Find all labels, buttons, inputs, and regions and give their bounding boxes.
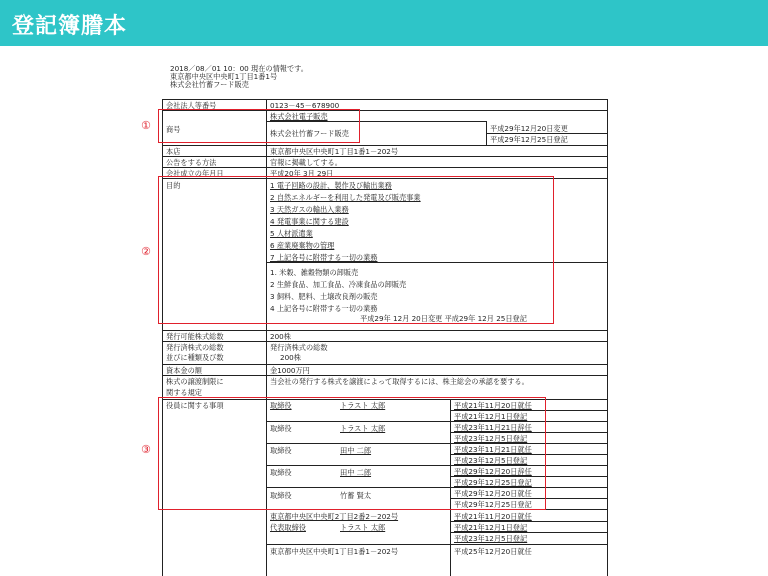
annotation-box-2	[158, 176, 554, 324]
officer-name: トラスト 太郎	[340, 401, 386, 410]
authorized-shares-value: 200株	[270, 332, 291, 341]
annotation-marker-1: ①	[141, 119, 151, 132]
purpose-old-item: 5 人材派遣業	[270, 229, 313, 238]
founded-label: 会社成立の年月日	[166, 169, 224, 178]
issued-shares-value-1: 発行済株式の総数	[270, 343, 328, 352]
notice-method-value: 官報に掲載してする。	[270, 158, 342, 167]
founded-value: 平成20年 3月 29日	[270, 169, 334, 178]
purpose-old-item: 1 電子回路の設計、製作及び輸出業務	[270, 181, 392, 190]
notice-method-label: 公告をする方法	[166, 158, 217, 167]
officer-role: 取締役	[270, 491, 292, 500]
company-id-label: 会社法人等番号	[166, 101, 217, 110]
officer-date: 平成29年12月25日登記	[454, 500, 532, 509]
officer-date: 平成21年12月1日登記	[454, 412, 528, 421]
preamble-line-3: 株式会社竹蓄フード販売	[170, 80, 249, 89]
issued-shares-label-2: 並びに種類及び数	[166, 353, 224, 362]
purpose-old-item: 6 産業廃棄物の管理	[270, 241, 335, 250]
head-office-label: 本店	[166, 147, 181, 156]
officer-role: 取締役	[270, 401, 292, 410]
officer-date: 平成23年12月5日登記	[454, 434, 528, 443]
trade-name-old: 株式会社電子販売	[270, 112, 328, 121]
rep-date: 平成25年12月20日就任	[454, 547, 532, 556]
purpose-change-date: 平成29年 12月 20日変更 平成29年 12月 25日登記	[360, 314, 527, 323]
officer-date: 平成29年12月25日登記	[454, 478, 532, 487]
officer-date: 平成29年12月20日辞任	[454, 467, 532, 476]
transfer-restriction-label-2: 関する規定	[166, 388, 202, 397]
rep-role: 代表取締役	[270, 523, 306, 532]
capital-label: 資本金の額	[166, 366, 202, 375]
officer-date: 平成23年12月5日登記	[454, 456, 528, 465]
trade-name-new: 株式会社竹蓄フード販売	[270, 129, 349, 138]
rep-date: 平成21年12月1日登記	[454, 523, 528, 532]
preamble-line-2: 東京都中央区中央町1丁目1番1号	[170, 72, 278, 81]
preamble-line-1: 2018／08／01 10：00 現在の情報です。	[170, 64, 308, 73]
purpose-new-item: 1. 米穀、雑穀物類の卸販売	[270, 268, 359, 277]
annotation-marker-2: ②	[141, 245, 151, 258]
purpose-old-item: 7 上記各号に附帯する一切の業務	[270, 253, 378, 262]
annotation-box-1	[158, 109, 360, 143]
authorized-shares-label: 発行可能株式総数	[166, 332, 224, 341]
officer-role: 取締役	[270, 468, 292, 477]
officers-label: 役員に関する事項	[166, 401, 224, 410]
officer-date: 平成23年11月21日辞任	[454, 423, 532, 432]
page-title: 登記簿謄本	[12, 14, 128, 39]
company-id-value: 0123－45－678900	[270, 101, 340, 110]
purpose-new-item: 3 飼料、肥料、土壌改良剤の販売	[270, 292, 378, 301]
officer-role: 取締役	[270, 446, 292, 455]
rep-address-new: 東京都中央区中央町1丁目1番1－202号	[270, 547, 399, 556]
trade-name-label: 商号	[166, 125, 181, 134]
officer-name: 田中 二郎	[340, 446, 372, 455]
officer-name: 田中 二郎	[340, 468, 372, 477]
purpose-old-item: 2 自然エネルギーを利用した発電及び販売事業	[270, 193, 421, 202]
transfer-restriction-label-1: 株式の譲渡制限に	[166, 377, 224, 386]
rep-date: 平成21年11月20日就任	[454, 512, 532, 521]
capital-value: 金1000万円	[270, 366, 310, 375]
purpose-new-item: 4 上記各号に附帯する一切の業務	[270, 304, 378, 313]
officer-date: 平成23年11月21日就任	[454, 445, 532, 454]
officer-date: 平成21年11月20日就任	[454, 401, 532, 410]
annotation-marker-3: ③	[141, 443, 151, 456]
issued-shares-label-1: 発行済株式の総数	[166, 343, 224, 352]
trade-name-change-date: 平成29年12月20日変更	[490, 124, 568, 133]
transfer-restriction-value: 当会社の発行する株式を譲渡によって取得するには、株主総会の承認を要する。	[270, 377, 529, 386]
officer-role: 取締役	[270, 424, 292, 433]
rep-name: トラスト 太郎	[340, 523, 386, 532]
purpose-label: 目的	[166, 181, 181, 190]
purpose-new-item: 2 生鮮食品、加工食品、冷凍食品の卸販売	[270, 280, 407, 289]
trade-name-reg-date: 平成29年12月25日登記	[490, 135, 568, 144]
officer-name: トラスト 太郎	[340, 424, 386, 433]
head-office-value: 東京都中央区中央町1丁目1番1－202号	[270, 147, 399, 156]
issued-shares-value-2: 200株	[280, 353, 301, 362]
rep-date: 平成23年12月5日登記	[454, 534, 528, 543]
purpose-old-item: 3 天然ガスの輸出入業務	[270, 205, 349, 214]
purpose-old-item: 4 発電事業に関する建設	[270, 217, 349, 226]
officer-date: 平成29年12月20日就任	[454, 489, 532, 498]
rep-address-old: 東京都中央区中央町2丁目2番2－202号	[270, 512, 399, 521]
annotation-box-3	[158, 397, 546, 510]
officer-name: 竹蓄 賢太	[340, 491, 372, 500]
